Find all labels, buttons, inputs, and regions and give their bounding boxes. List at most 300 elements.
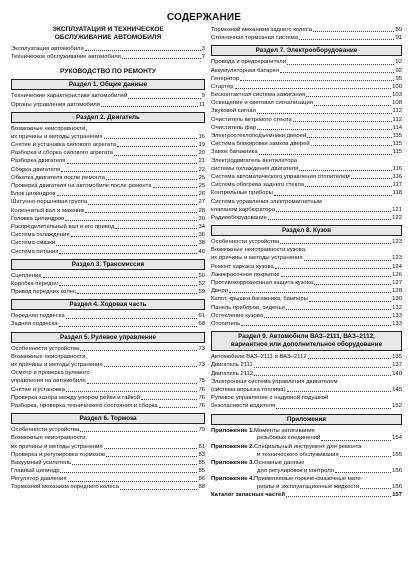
toc-entry-title: Система блокировки замков дверей [211,141,310,148]
leader-dots [299,170,391,171]
toc-entry [211,91,402,99]
toc-entry-page: 85 [198,468,205,475]
toc-entry-title: Аккумуляторная батарея [211,67,280,74]
leader-dots [59,326,198,327]
appendix-title-line-2: риалы и эксплуатационные жидкости [257,484,360,491]
section-5-list [11,345,205,411]
toc-entry-page: 152 [392,403,402,410]
toc-entry-page: 21 [198,158,205,165]
leader-dots [88,204,197,205]
appendix-title-line-2: резьбовых соединений [257,435,321,442]
leader-dots [314,284,391,285]
toc-entry-page: 28 [198,207,205,214]
toc-entry-line: Осмотр и проверка рулевого [11,370,90,377]
appendix-title-line-2: для регулировок и контроля [257,467,334,474]
leader-dots [141,399,197,400]
toc-entry-page: 26 [198,191,205,198]
toc-entry-line: Возможные неисправности кузова, [211,247,307,254]
toc-entry-title: Двигатель 2111 [211,362,253,369]
toc-entry-page: 118 [392,190,402,197]
toc-entry [211,304,402,312]
appendix-entry [211,427,402,435]
leader-dots [122,58,201,59]
leader-dots [77,293,197,294]
leader-dots [66,391,198,392]
toc-entry-page: 34 [198,223,205,230]
toc-entry [211,263,402,271]
toc-entry [211,67,402,75]
toc-entry [11,280,205,288]
toc-entry [11,198,205,206]
section-1-list [11,92,205,108]
toc-entry-title: Особенности устройства [11,345,80,352]
toc-entry [211,238,402,246]
section-8-list [211,238,402,328]
toc-entry [11,394,205,402]
toc-entry [11,288,205,296]
leader-dots [67,163,198,164]
leader-dots [59,285,198,286]
toc-entry-page: 25 [198,183,205,190]
toc-entry [211,116,402,124]
toc-entry-title: Остекление кузова [211,312,264,319]
leader-dots [321,440,391,441]
toc-entry [211,279,402,287]
toc-entry [211,386,402,394]
toc-entry-page: 9 [201,93,205,100]
toc-entry-page: 20 [198,150,205,157]
section-6-title: Раздел 6. Тормоза [11,413,205,424]
toc-entry-title: Особенности устройства [211,239,280,246]
toc-entry-title: безопасности водителя [211,403,276,410]
toc-entry-line: Рулевое управление с надувной подушкой [211,395,329,402]
toc-entry-page: 76 [198,394,205,401]
toc-entry-page: 108 [392,100,402,107]
section-7-title: Раздел 7. Электрооборудование [211,45,402,56]
toc-entry [211,370,402,378]
leader-dots [280,72,394,73]
toc-entry-page: 115 [392,149,402,156]
appendix-entry-line-2 [211,451,402,459]
appendices-list [211,427,402,492]
toc-entry [11,272,205,280]
toc-entry [211,99,402,107]
leader-dots [281,276,391,277]
toc-entry-title: Снятие и установка [11,386,65,393]
toc-entry-title: Тормозной механизм заднего колеса [211,26,312,33]
leader-dots [128,98,200,99]
toc-entry [211,83,402,91]
toc-entry [211,206,402,214]
leader-dots [293,121,392,122]
toc-entry-line: Электродвигатель вентилятора [211,157,298,164]
leader-dots [340,456,392,457]
toc-entry [211,255,402,263]
leader-dots [60,472,197,473]
toc-entry-page: 114 [392,124,402,131]
maintenance-heading [11,26,205,42]
toc-entry-title: Система питания [11,248,59,255]
section-9-list [211,353,402,410]
toc-entry-page: 3 [201,45,205,52]
toc-entry [211,75,402,83]
section-4-title: Раздел 4. Ходовая часть [11,299,205,310]
toc-entry-page: 86 [198,476,205,483]
section-9-title-line-1: Раздел 9. Автомобили ВАЗ–2111, ВАЗ–2112, [238,333,375,341]
toc-entry [211,108,402,116]
toc-entry [211,295,402,303]
toc-entry [11,92,205,100]
toc-entry-title: Замок багажника [211,149,258,156]
toc-entry-page: 61 [198,313,205,320]
toc-entry [11,190,205,198]
leader-dots [276,211,391,212]
leader-dots [85,50,201,51]
section-3-list [11,272,205,297]
toc-entry-page: 92 [395,67,402,74]
leader-dots [309,301,391,302]
repair-guide-heading: РУКОВОДСТВО ПО РЕМОНТУ [59,68,157,76]
toc-entry-page: 126 [392,271,402,278]
leader-dots [106,179,198,180]
toc-entry-page: 85 [198,459,205,466]
leader-dots [117,146,198,147]
toc-entry-page: 95 [395,75,402,82]
appendix-page: 156 [392,484,402,491]
leader-dots [313,31,394,32]
leader-dots [104,366,198,367]
leader-dots [106,456,197,457]
leader-dots [120,489,198,490]
toc-entry-title: Вакуумный усилитель [11,459,72,466]
section-8-title: Раздел 8. Кузов [211,225,402,236]
toc-entry-page: 19 [198,142,205,149]
toc-entry [11,182,205,190]
toc-entry [11,141,205,149]
toc-entry [11,133,205,141]
toc-entry [211,173,402,181]
toc-entry [11,174,205,182]
toc-entry-page: 122 [392,214,402,221]
toc-entry-title: Снятие и установка силового агрегата [11,142,116,149]
toc-entry-page: 25 [198,174,205,181]
toc-entry-title: Главный цилиндр [11,468,60,475]
toc-entry-page: 75 [198,378,205,385]
toc-entry-title: Разборка и сборка силового агрегата [11,150,113,157]
appendix-page: 154 [392,435,402,442]
toc-entry-line: Электронная система управления двигателем [211,378,338,385]
leader-dots [287,391,392,392]
toc-entry-title: Освещение и световая сигнализация [211,100,313,107]
section-4-list [11,312,205,328]
toc-entry [11,223,205,231]
toc-entry-page: 68 [198,321,205,328]
appendix-title-line-1: Моменты затягивания [254,427,315,434]
toc-entry-page: 76 [198,402,205,409]
toc-entry-line: Возможные неисправности, [11,353,88,360]
toc-entry-title: Проверка двигателя на автомобиле после ремонта [11,183,152,190]
toc-entry-page: 121 [392,206,402,213]
toc-entry-page: 16 [198,133,205,140]
toc-entry-page: 128 [392,288,402,295]
toc-entry-page: 123 [392,255,402,262]
section-5-title: Раздел 5. Рулевое управление [11,332,205,343]
leader-dots [360,488,391,489]
toc-entry-title: Бесконтактная система зажигания [211,92,306,99]
leader-dots [306,96,391,97]
toc-entry-title: Коробка передач [11,280,58,287]
toc-entry [211,132,402,140]
toc-entry-title: Система обогрева заднего стекла [211,182,305,189]
toc-entry-title: Система охлаждения [11,232,70,239]
toc-entry [11,484,205,492]
appendix-title-line-1: Применяемые горюче-смазочные мате- [254,476,363,483]
toc-entry [11,101,205,109]
toc-entry-page: 59 [198,289,205,296]
toc-entry [11,361,205,369]
leader-dots [286,496,391,497]
toc-entry-title: Сборка двигателя [11,166,61,173]
toc-entry-title: Шатунно-поршневая группа [11,199,88,206]
toc-entry-page: 88 [198,484,205,491]
toc-entry [11,377,205,385]
toc-entry-title: Органы управления автомобиля [11,101,100,108]
appendix-label: Приложение 2. [211,443,255,450]
right-column [211,26,402,499]
toc-entry [211,214,402,222]
toc-entry-title: Особенности устройства [11,427,80,434]
leader-dots [307,137,391,138]
toc-entry-title: Автомобили ВАЗ–2111 и ВАЗ–2112 [211,354,307,361]
toc-entry-line: Возможные неисправности, [11,125,88,132]
leader-dots [276,408,391,409]
toc-entry-title: Проверка зазора между упором рейки и гайкой [11,394,140,401]
leader-dots [85,212,197,213]
section-7-list [211,58,402,222]
toc-entry-title: Разборка, проверка технического состояния и сборка [11,402,158,409]
toc-entry [211,353,402,361]
section-3-title: Раздел 3. Трансмиссия [11,259,205,270]
toc-entry-title: Технические характеристики автомобилей [11,93,128,100]
brakes-continued-list [211,26,402,42]
toc-entry-page: 116 [392,165,402,172]
leader-dots [311,145,392,146]
leader-dots [104,138,198,139]
toc-entry-page: 132 [392,304,402,311]
toc-entry-title: Сцепление [11,272,42,279]
toc-entry [11,207,205,215]
appendix-title-line-1: Специальный инструмент для ремонта [254,443,362,450]
toc-entry-title: (система впрыска топлива) [211,386,286,393]
leader-dots [299,39,394,40]
toc-entry-page: 124 [392,263,402,270]
toc-entry-page: 140 [392,370,402,377]
toc-entry [211,58,402,66]
toc-entry [11,166,205,174]
leader-dots [257,129,391,130]
toc-entry [211,312,402,320]
toc-entry-page: 11 [198,101,205,108]
leader-dots [72,464,197,465]
toc-entry-title: Отопитель [211,320,241,327]
toc-entry-page: 38 [198,240,205,247]
leader-dots [280,243,391,244]
leader-dots [274,195,392,196]
leader-dots [115,228,197,229]
toc-entry-title: Задняя подвеска [11,321,58,328]
toc-entry-page: 91 [395,35,402,42]
maintenance-list [11,45,205,61]
section-9-title [211,331,402,351]
section-6-list [11,426,205,492]
toc-entry-title: Тормозной механизм переднего колеса [11,484,119,491]
page-title: СОДЕРЖАНИЕ [166,12,242,23]
toc-entry [211,189,402,197]
toc-entry-title: Стартер [211,83,234,90]
toc-entry [11,45,205,53]
toc-entry-title: Двигатель 2112 [211,370,254,377]
toc-entry-page: 103 [392,92,402,99]
toc-entry-title: их причины и методы устранения [11,443,103,450]
toc-entry-page: 73 [198,345,205,352]
toc-entry-title: их причины и методы устранения [211,255,303,262]
toc-entry-title: Проверка и регулировка тормозов [11,451,105,458]
appendix-label: Приложение 1. [211,427,255,434]
leader-dots [240,80,394,81]
toc-entry-page: 92 [395,59,402,66]
appendix-page: 156 [392,467,402,474]
toc-entry-page: 81 [198,443,205,450]
toc-entry-title: Эксплуатация автомобиля [11,45,84,52]
maintenance-heading-line-1: ЭКСПЛУАТАЦИЯ И ТЕХНИЧЕСКОЕ [52,26,164,33]
leader-dots [275,268,391,269]
toc-entry-title: Стояночная тормозная система [211,35,299,42]
section-9-title-line-2: вариантное или дополнительное оборудование [230,341,383,349]
leader-dots [351,178,392,179]
leader-dots [114,155,198,156]
leader-dots [56,245,197,246]
toc-entry [211,148,402,156]
leader-dots [314,105,391,106]
leader-dots [57,195,198,196]
leader-dots [254,375,391,376]
section-2-title: Раздел 2. Двигатель [11,112,205,123]
toc-entry [11,443,205,451]
leader-dots [153,187,198,188]
leader-dots [268,219,391,220]
leader-dots [229,292,391,293]
section-1-title: Раздел 1. Общие данные [11,79,205,90]
toc-entry [11,53,205,61]
leader-dots [259,154,392,155]
toc-entry-page: 27 [198,199,205,206]
toc-entry-title: Техническое обслуживание автомобиля [11,54,121,61]
toc-entry [11,475,205,483]
toc-entry [211,140,402,148]
toc-entry-page: 50 [198,272,205,279]
toc-entry-title: Панель приборов, сиденья [211,304,285,311]
toc-entry [11,149,205,157]
toc-entry-title: Электростеклоподъемники дверей [211,133,307,140]
toc-entry-title: Очиститель фар [211,124,257,131]
toc-entry-title: Блок цилиндров [11,191,56,198]
toc-entry-title: Лакокрасочное покрытие [211,271,280,278]
toc-entry-page: 130 [392,296,402,303]
toc-entry [11,215,205,223]
toc-entry-page: 133 [392,320,402,327]
toc-entry-page: 73 [198,362,205,369]
toc-entry-page: 40 [198,248,205,255]
leader-dots [101,106,198,107]
toc-entry [11,467,205,475]
appendices-title: Приложения [211,414,402,425]
toc-entry-page: 76 [198,386,205,393]
toc-entry-title: их причины и методы устранения [11,133,103,140]
toc-entry [211,271,402,279]
appendix-label: Приложение 4. [211,476,255,483]
toc-entry-title: Головка цилиндров [11,215,65,222]
toc-entry-page: 112 [392,108,402,115]
appendix-entry-line-2 [211,483,402,491]
catalog-page: 157 [392,492,402,499]
toc-entry [11,158,205,166]
toc-entry [211,26,402,34]
toc-entry [11,231,205,239]
toc-entry [211,34,402,42]
appendix-entry [211,443,402,451]
toc-entry [211,320,402,328]
toc-entry [211,361,402,369]
toc-entry-page: 79 [198,427,205,434]
leader-dots [286,309,391,310]
leader-dots [59,253,197,254]
toc-entry-line: Возможные неисправности, [11,435,88,442]
toc-entry-title: Капот, крышка багажника, бамперы [211,296,308,303]
leader-dots [241,325,391,326]
leader-dots [304,260,392,261]
toc-entry [11,451,205,459]
toc-entry-page: 83 [198,451,205,458]
toc-entry [211,287,402,295]
toc-entry-title: Противокоррозионная защита кузова [211,280,314,287]
toc-entry-page: 115 [392,133,402,140]
toc-entry-title: Разборка двигателя [11,158,66,165]
toc-entry-page: 112 [392,116,402,123]
toc-entry-title: Очиститель ветрового стекла [211,116,292,123]
toc-entry-page: 7 [201,54,205,61]
appendix-entry-line-2 [211,435,402,443]
toc-entry-title: Провода и предохранители [211,59,287,66]
appendix-label: Приложение 3. [211,459,255,466]
toc-entry-page: 36 [198,232,205,239]
toc-entry-title: Привод передних колес [11,289,76,296]
appendix-page: 155 [392,451,402,458]
toc-entry [11,386,205,394]
toc-entry [11,426,205,434]
toc-entry-page: 127 [392,280,402,287]
leader-dots [61,171,197,172]
toc-entry-title: Система автоматического управления отопителем [211,173,350,180]
toc-entry-title: Коленчатый вал и маховик [11,207,85,214]
toc-entry-page: 100 [392,83,402,90]
maintenance-heading-line-2: ОБСЛУЖИВАНИЕ АВТОМОБИЛЯ [54,34,162,41]
toc-entry-line: Система управления электромагнитным [211,198,322,205]
toc-entry-page: 115 [392,141,402,148]
toc-entry-page: 116 [392,173,402,180]
catalog-row [211,491,402,499]
toc-entry-title: Генератор [211,75,240,82]
toc-entry-page: 89 [395,26,402,33]
